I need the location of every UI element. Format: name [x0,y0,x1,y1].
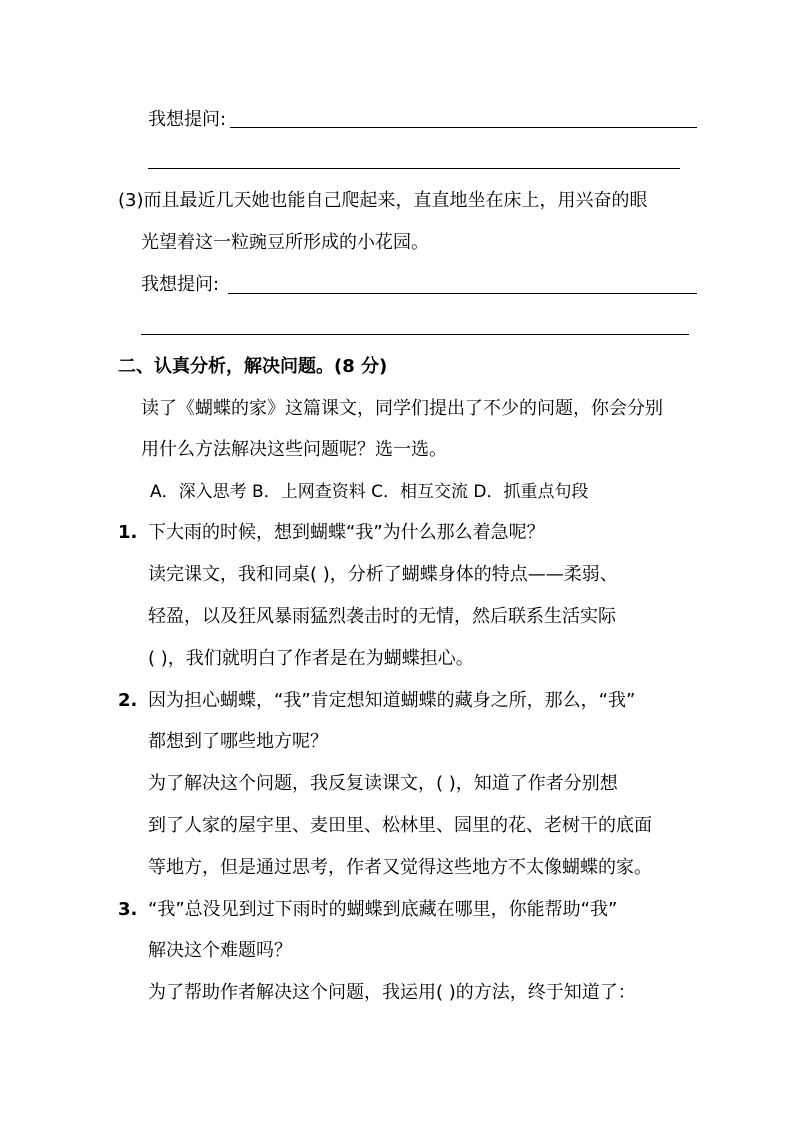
item-2-question-line-1: 因为担心蝴蝶，“我”肯定想知道蝴蝶的藏身之所，那么，“我” [148,690,636,711]
item-3-number: 3. [118,899,138,920]
item-1-answer-line-2: 轻盈，以及狂风暴雨猛烈袭击时的无情，然后联系生活实际 [148,606,616,627]
q2-answer-line-1[interactable] [230,127,697,128]
item-2-question-line-2: 都想到了哪些地方呢？ [148,731,328,752]
item-3-question-line-1: “我”总没见到过下雨时的蝴蝶到底藏在哪里，你能帮助“我” [148,899,618,920]
item-2-answer-line-1: 为了解决这个问题，我反复读课文，( )，知道了作者分别想 [148,773,618,794]
section-2-intro-line-1: 读了《蝴蝶的家》这篇课文，同学们提出了不少的问题，你会分别 [141,398,663,419]
section-2-intro-line-2: 用什么方法解决这些问题呢？选一选。 [141,439,447,460]
item-1-answer-line-3: ( )，我们就明白了作者是在为蝴蝶担心。 [148,648,474,669]
item-2-answer-line-3: 等地方，但是通过思考，作者又觉得这些地方不太像蝴蝶的家。 [148,857,652,878]
q3-text-line-2: 光望着这一粒豌豆所形成的小花园。 [141,232,429,253]
q3-answer-line-2[interactable] [141,334,689,335]
item-1-number: 1. [118,522,138,543]
item-2-number: 2. [118,690,138,711]
q3-text-line-1: (3)而且最近几天她也能自己爬起来，直直地坐在床上，用兴奋的眼 [118,190,648,211]
q3-answer-line-1[interactable] [228,293,697,294]
item-3-question-line-2: 解决这个难题吗？ [148,940,292,961]
section-2-heading: 二、认真分析，解决问题。(8 分) [118,356,388,377]
item-1-question: 下大雨的时候，想到蝴蝶“我”为什么那么着急呢？ [148,522,545,543]
method-options: A．深入思考 B．上网查资料 C．相互交流 D．抓重点句段 [150,482,589,502]
q2-prompt-label: 我想提问: [148,109,227,130]
q2-answer-line-2[interactable] [148,168,680,169]
item-1-answer-line-1: 读完课文，我和同桌( )，分析了蝴蝶身体的特点——柔弱、 [148,564,618,585]
item-2-answer-line-2: 到了人家的屋宇里、麦田里、松林里、园里的花、老树干的底面 [148,815,652,836]
q3-prompt-label: 我想提问: [141,274,220,295]
item-3-answer-line-1: 为了帮助作者解决这个问题，我运用( )的方法，终于知道了： [148,982,636,1003]
